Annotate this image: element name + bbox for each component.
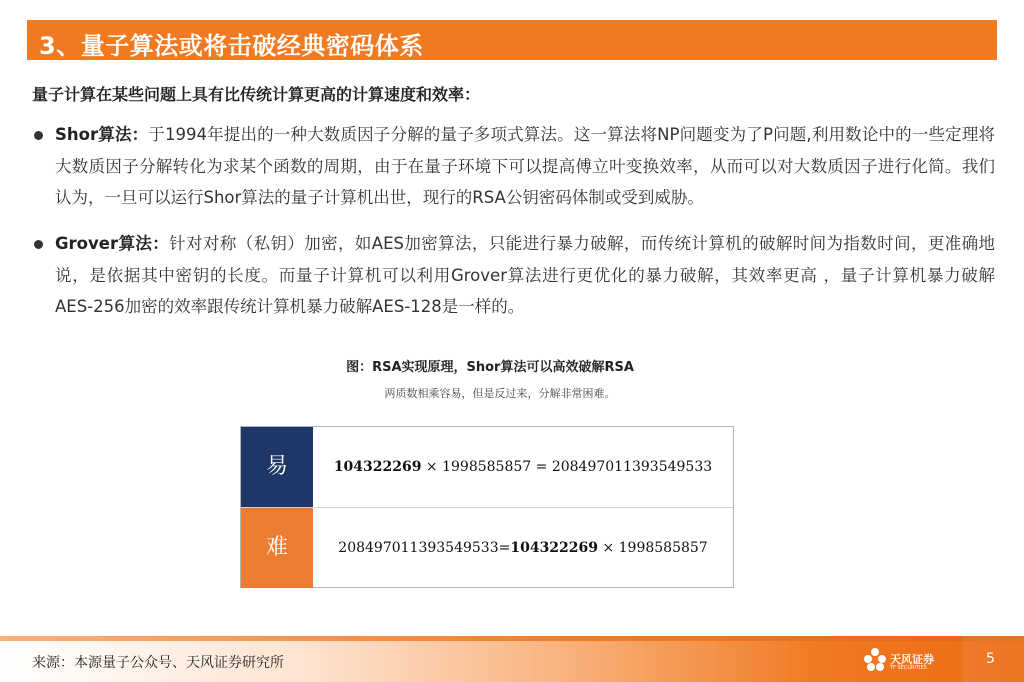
table-row-easy bbox=[241, 427, 733, 508]
bullet-shor bbox=[30, 119, 995, 214]
easy-label: 易 bbox=[241, 427, 313, 507]
footer-divider bbox=[0, 636, 1024, 641]
bullet-text bbox=[55, 228, 995, 323]
bullet-grover bbox=[30, 228, 995, 323]
figure-subtitle: 两质数相乘容易，但是反过来，分解非常困难。 bbox=[384, 387, 616, 400]
bullet-body: 于1994年提出的一种大数质因子分解的量子多项式算法。这一算法将NP问题变为了P问题,利用数论中的一些定理将大数质因子分解转化为求某个函数的周期，由于在量子环境下可以提高傅立叶变换效率，从而可以对大数质因子进行化简。我们认为，一旦可以运行Shor算法的量子计算机出世，现行的RSA公钥密码体制或受到威胁。 bbox=[55, 125, 995, 207]
rsa-figure-table bbox=[240, 426, 734, 588]
bullet-dot-icon bbox=[34, 240, 43, 249]
bullet-text bbox=[55, 119, 995, 214]
eq-factor-a: 104322269 bbox=[333, 459, 422, 475]
eq-factor-b: × 1998585857 bbox=[598, 540, 708, 556]
logo-text-cn: 天风证券 bbox=[890, 653, 934, 666]
hard-equation bbox=[313, 508, 733, 588]
eq-middle: × 1998585857 = bbox=[421, 459, 552, 475]
logo-text-en: TF SECURITIES bbox=[890, 665, 927, 671]
company-logo bbox=[862, 646, 942, 676]
section-title: 3、量子算法或将击破经典密码体系 bbox=[39, 32, 424, 60]
bullet-term: Shor算法： bbox=[55, 125, 149, 144]
flower-logo-icon bbox=[862, 646, 888, 674]
eq-product: 208497011393549533= bbox=[338, 540, 511, 556]
hard-label: 难 bbox=[241, 508, 313, 588]
subheading: 量子计算在某些问题上具有比传统计算更高的计算速度和效率： bbox=[32, 85, 481, 104]
bullet-body: 针对对称（私钥）加密，如AES加密算法，只能进行暴力破解，而传统计算机的破解时间为指数时间，更准确地说，是依据其中密钥的长度。而量子计算机可以利用Grover算法进行更优化的暴力破解，其效率更高 ，量子计算机暴力破解AES-256加密的效率跟传统计算机暴力破解AES-128是一样的。 bbox=[55, 234, 996, 316]
bullet-term: Grover算法： bbox=[55, 234, 170, 253]
figure-title: 图：RSA实现原理，Shor算法可以高效破解RSA bbox=[346, 360, 634, 375]
source-note: 来源：本源量子公众号、天风证券研究所 bbox=[32, 655, 284, 671]
section-title-bar bbox=[27, 20, 997, 60]
eq-product: 208497011393549533 bbox=[551, 459, 713, 475]
eq-factor-a: 104322269 bbox=[510, 540, 599, 556]
bullet-dot-icon bbox=[34, 131, 43, 140]
table-row-hard bbox=[241, 508, 733, 588]
easy-equation bbox=[313, 427, 733, 507]
page-number: 5 bbox=[986, 651, 995, 667]
